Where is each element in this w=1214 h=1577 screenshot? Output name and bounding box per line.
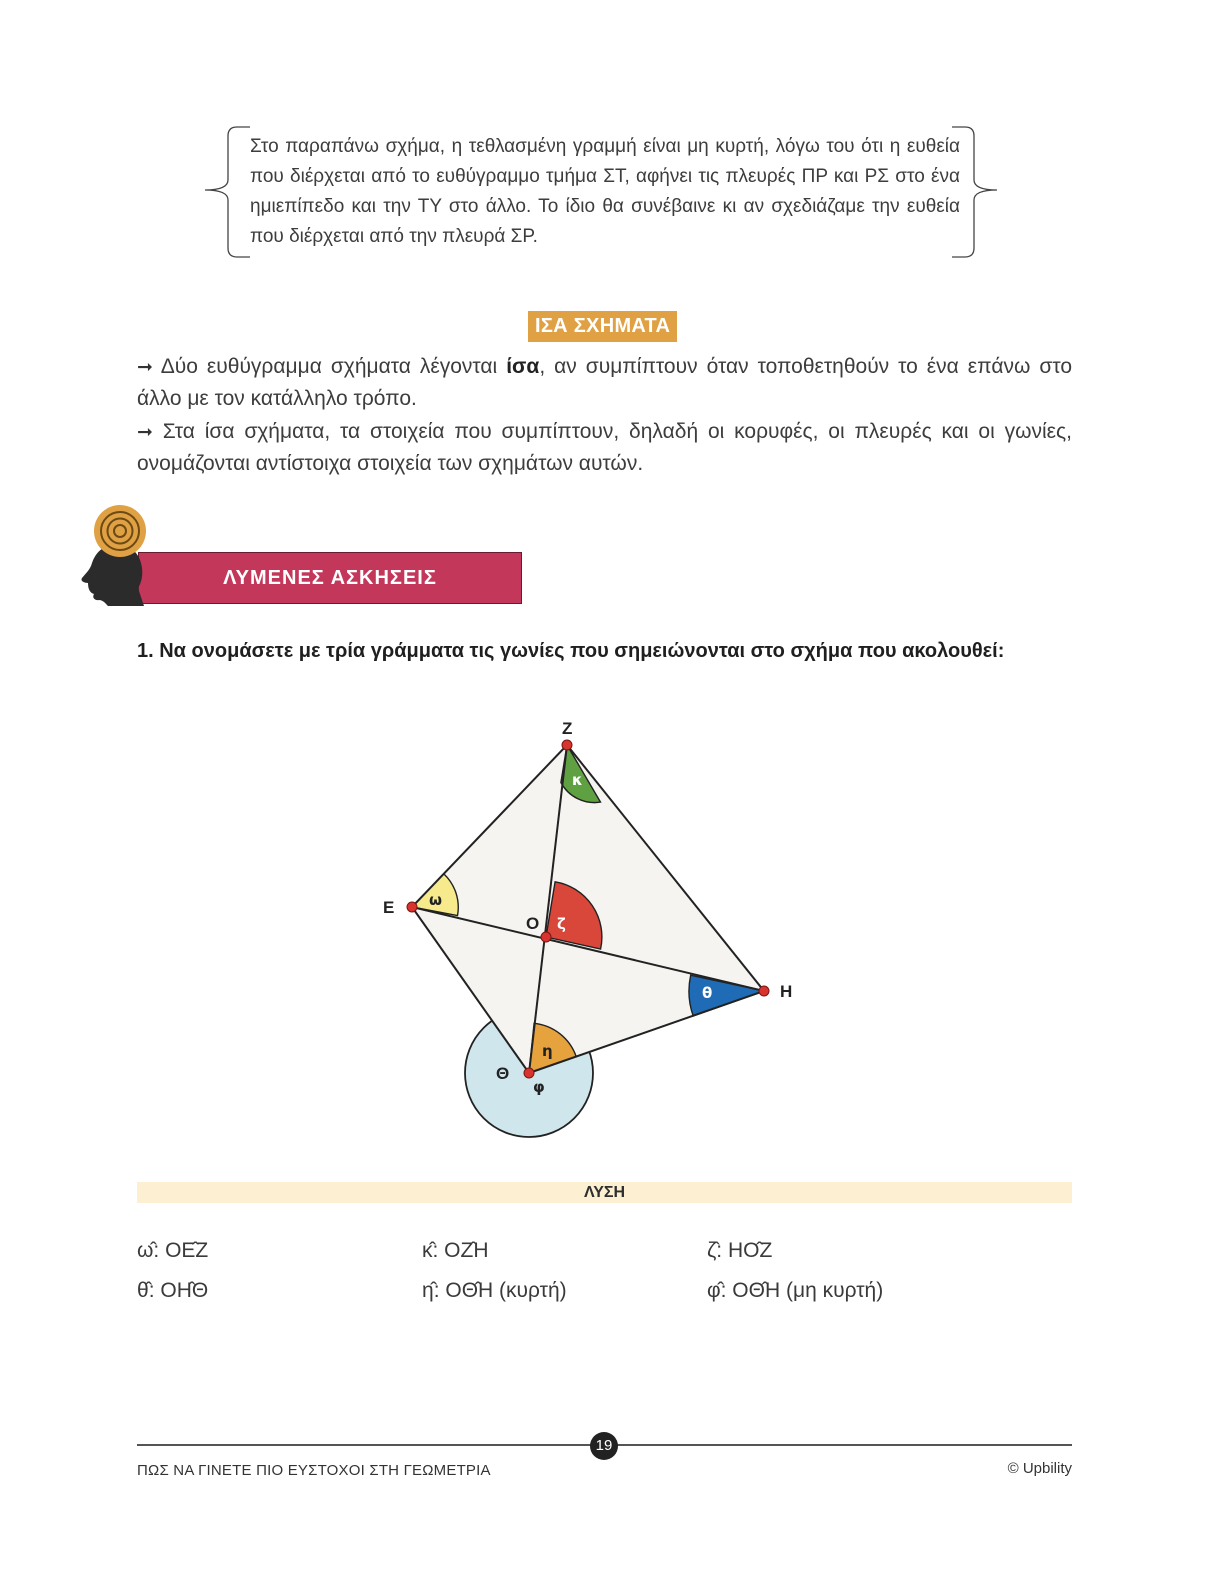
definition-bullet-2 bbox=[137, 416, 1072, 480]
label-z: Z bbox=[562, 719, 573, 738]
answer-phi: φ̂: ΟΘ̂Η (μη κυρτή) bbox=[707, 1279, 884, 1302]
answer-angle-name: ΟΖ̂Η bbox=[444, 1239, 489, 1262]
footer-book-title: ΠΩΣ ΝΑ ΓΙΝΕΤΕ ΠΙΟ ΕΥΣΤΟΧΟΙ ΣΤΗ ΓΕΩΜΕΤΡΙΑ bbox=[137, 1462, 491, 1479]
vertex-z bbox=[562, 740, 572, 750]
angle-label-phi: φ bbox=[533, 1078, 545, 1096]
bullet1-text: Δύο ευθύγραμμα σχήματα λέγονται bbox=[160, 355, 507, 378]
answer-angle-symbol: κ̂ bbox=[422, 1239, 433, 1262]
bullet2-text: Στα ίσα σχήματα, τα στοιχεία που συμπίπτουν, δηλαδή οι κορυφές, οι πλευρές και οι γωνίες, ονομάζονται αντίστοιχα στοιχεία των σχημάτων αυτών. bbox=[137, 420, 1072, 475]
geometry-figure bbox=[370, 712, 810, 1152]
solved-exercises-title: ΛΥΜΕΝΕΣ ΑΣΚΗΣΕΙΣ bbox=[223, 567, 437, 589]
angle-label-kappa: κ bbox=[572, 771, 583, 789]
answer-eta: η̂: ΟΘ̂Η (κυρτή) bbox=[422, 1279, 567, 1302]
section-title: ΙΣΑ ΣΧΗΜΑΤΑ bbox=[528, 311, 677, 342]
answer-angle-symbol: ω̂ bbox=[137, 1239, 154, 1262]
vertex-o bbox=[541, 932, 551, 942]
solution-title: ΛΥΣΗ bbox=[583, 1184, 626, 1201]
vertex-e bbox=[407, 902, 417, 912]
bullet1-bold-term: ίσα bbox=[506, 355, 540, 378]
arrow-right-icon: ➞ bbox=[137, 356, 153, 378]
answer-note: (μη κυρτή) bbox=[780, 1279, 884, 1302]
answer-angle-symbol: η̂ bbox=[422, 1279, 434, 1302]
answer-angle-name: ΟΘ̂Η bbox=[445, 1279, 494, 1302]
vertex-h bbox=[759, 986, 769, 996]
answer-note: (κυρτή) bbox=[493, 1279, 567, 1302]
answer-kappa: κ̂: ΟΖ̂Η bbox=[422, 1239, 489, 1262]
angle-label-theta: θ bbox=[702, 984, 713, 1002]
label-theta: Θ bbox=[496, 1064, 510, 1083]
label-h: H bbox=[780, 982, 793, 1001]
bullet1-text-end: , αν συμπίπτουν όταν τοποθετηθούν το ένα επάνω στο άλλο με τον κατάλληλο τρόπο. bbox=[137, 355, 1072, 410]
answer-omega: ω̂: ΟΕ̂Ζ bbox=[137, 1239, 209, 1262]
exercise-question: 1. Να ονομάσετε με τρία γράμματα τις γωνίες που σημειώνονται στο σχήμα που ακολουθεί: bbox=[137, 640, 1005, 662]
answer-angle-name: ΟΘ̂Η bbox=[732, 1279, 781, 1302]
page-number: 19 bbox=[590, 1432, 618, 1460]
answer-angle-name: ΗΟ̂Ζ bbox=[727, 1239, 773, 1262]
footer-copyright: © Upbility bbox=[1007, 1460, 1072, 1477]
answer-zeta: ζ̂: ΗΟ̂Ζ bbox=[707, 1239, 773, 1262]
angle-label-zeta: ζ bbox=[557, 915, 566, 933]
label-e: E bbox=[383, 898, 395, 917]
answer-angle-name: ΟΗ̂Θ bbox=[160, 1279, 209, 1302]
answer-angle-symbol: φ̂ bbox=[707, 1279, 721, 1302]
vertex-theta bbox=[524, 1068, 534, 1078]
label-o: O bbox=[526, 914, 540, 933]
definition-bullet-1 bbox=[137, 351, 1072, 415]
angle-label-eta: η bbox=[542, 1042, 553, 1060]
answer-angle-symbol: ζ̂ bbox=[707, 1239, 717, 1262]
answer-theta: θ̂: ΟΗ̂Θ bbox=[137, 1279, 209, 1302]
answer-angle-symbol: θ̂ bbox=[137, 1279, 149, 1302]
answer-angle-name: ΟΕ̂Ζ bbox=[165, 1239, 209, 1262]
angle-label-omega: ω bbox=[429, 891, 443, 909]
note-paragraph: Στο παραπάνω σχήμα, η τεθλασμένη γραμμή είναι μη κυρτή, λόγω του ότι η ευθεία που διέρχεται από το ευθύγραμμο τμήμα ΣΤ, αφήνει τις πλευρές ΠΡ και ΡΣ στο ένα ημιεπίπεδο και την ΤΥ στο άλλο. Το ίδιο θα συνέβαινε κι αν σχεδιάζαμε την ευθεία που διέρχεται από την πλευρά ΣΡ. bbox=[250, 136, 960, 247]
arrow-right-icon: ➞ bbox=[137, 421, 153, 443]
